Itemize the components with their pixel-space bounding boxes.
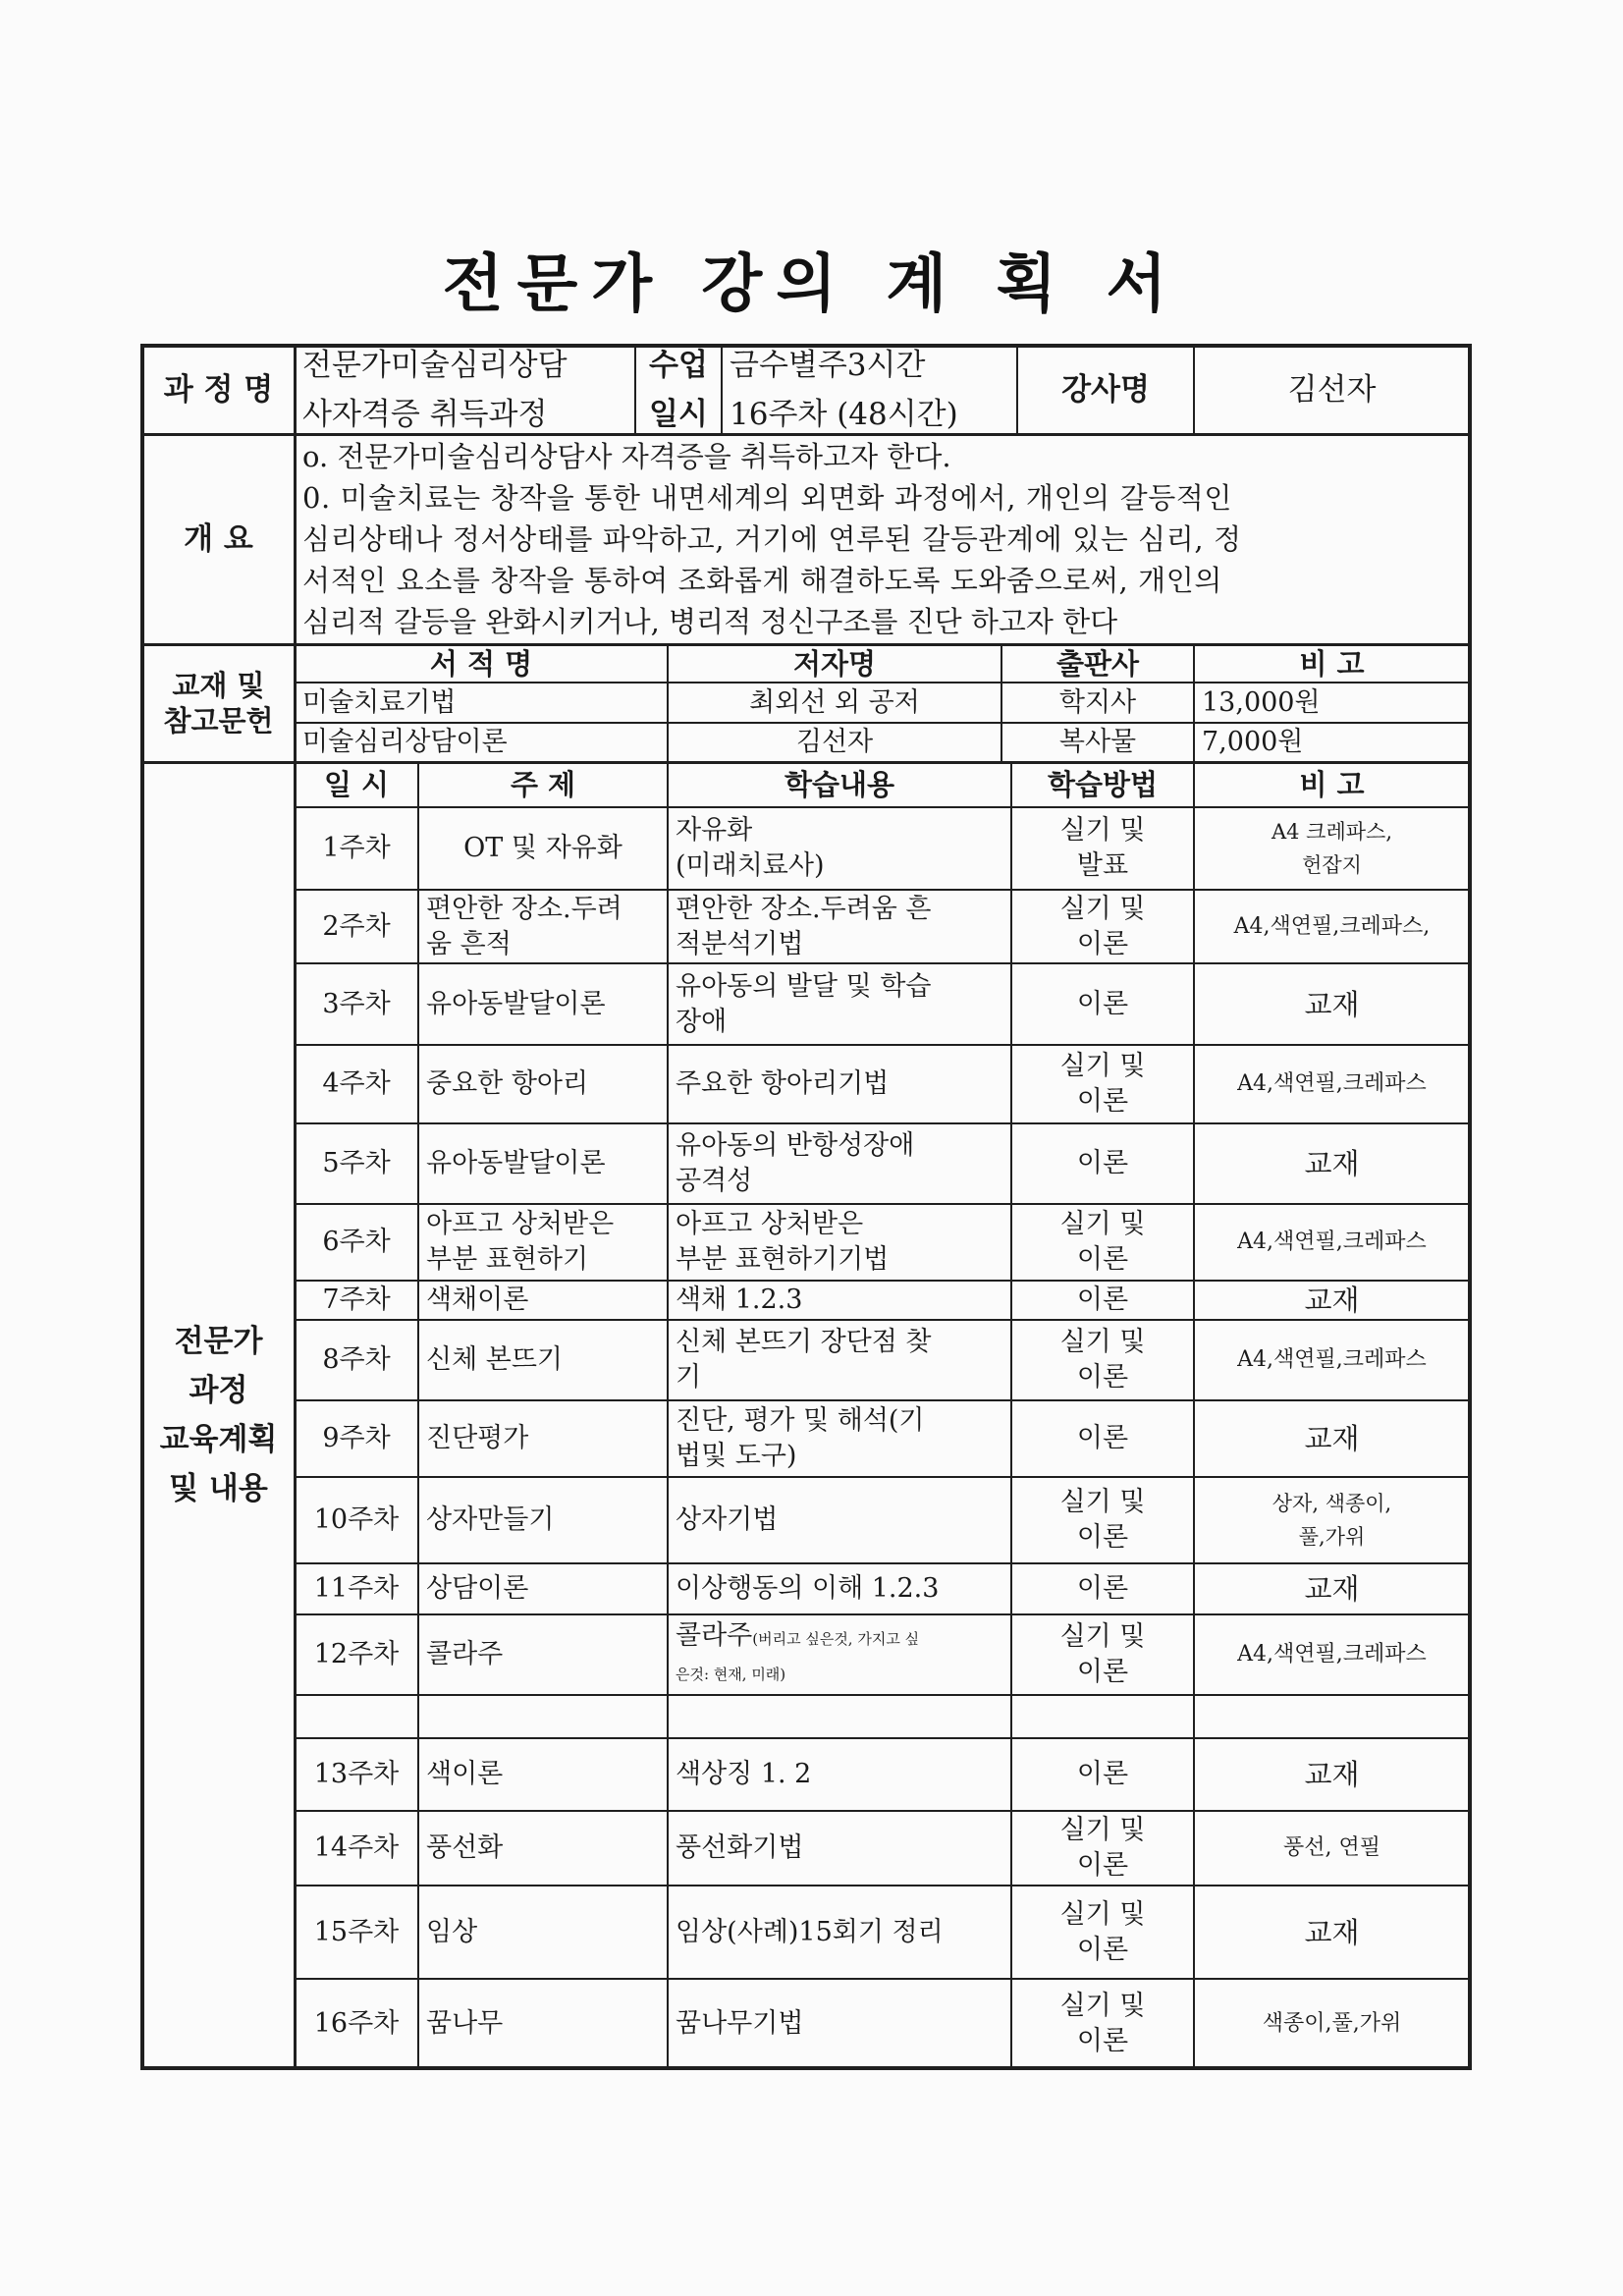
plan-content-line: 색채 1.2.3 [676,1285,803,1315]
textbook-title [295,723,668,762]
plan-week [295,1045,418,1123]
plan-week-line: 1주차 [322,833,391,863]
plan-header-date [295,762,418,807]
plan-method-line: 실기 및 [1059,1815,1146,1845]
plan-method [1011,1979,1194,2068]
plan-header-date-line: 일 시 [323,768,390,801]
textbook-note-line: 7,000원 [1202,727,1304,757]
plan-content-line: 신체 본뜨기 장단점 찾 [676,1327,932,1357]
overview-line: o. 전문가미술심리상담사 자격증을 취득하고자 한다. [302,440,951,473]
plan-note [1194,1614,1470,1695]
plan-note [1194,1886,1470,1979]
plan-method-line: 이론 [1076,1086,1129,1117]
plan-content [668,1614,1011,1695]
plan-method-line: 이론 [1076,1362,1129,1393]
plan-week [295,1563,418,1614]
plan-topic-line: 유아동발달이론 [426,1148,606,1178]
plan-method [1011,1281,1194,1320]
plan-method-line: 실기 및 [1059,1487,1146,1517]
textbook-header-title-line: 서 적 명 [429,646,533,681]
plan-week-line: 9주차 [322,1423,391,1453]
plan-week-line: 3주차 [322,988,391,1019]
plan-topic-line: 편안한 장소.두려 [426,893,622,924]
plan-method-line: 이론 [1076,1244,1129,1275]
plan-topic-line: 색채이론 [426,1285,529,1315]
textbook-header-publisher-line: 출판사 [1055,646,1140,681]
plan-content-line: 이상행동의 이해 1.2.3 [676,1573,940,1604]
plan-method-line: 이론 [1076,1285,1129,1315]
plan-week [295,1477,418,1563]
plan-note-line: 교재 [1304,1915,1360,1949]
plan-content [668,1320,1011,1400]
plan-content [668,1204,1011,1281]
plan-week [295,1400,418,1477]
instructor-label-line: 강사명 [1061,372,1150,408]
plan-note-line: A4,색연필,크레파스 [1237,1230,1427,1254]
plan-header-method [1011,762,1194,807]
plan-note-line: A4,색연필,크레파스 [1237,1347,1427,1372]
plan-content [668,807,1011,890]
plan-method-line: 이론 [1076,1522,1129,1553]
plan-note-line: A4 크레파스, [1271,820,1393,844]
plan-week [295,1979,418,2068]
plan-content-line: 공격성 [676,1166,753,1196]
plan-label-line: 전문가 [174,1324,263,1359]
plan-content-line: 상자기법 [676,1504,779,1535]
plan-week-line: 8주차 [322,1344,391,1375]
plan-note [1194,807,1470,890]
overview-line: 심리상태나 정서상태를 파악하고, 거기에 연루된 갈등관계에 있는 심리, 정 [302,522,1242,556]
plan-content [668,1477,1011,1563]
instructor-label [1017,346,1194,434]
plan-content-line: 법및 도구) [676,1441,797,1471]
plan-content-line: 기 [676,1362,702,1393]
plan-content [668,1400,1011,1477]
plan-topic [418,1281,668,1320]
plan-header-note-line: 비 고 [1299,768,1365,801]
course-name-line: 전문가미술심리상담 [302,348,568,383]
plan-method [1011,963,1194,1045]
plan-header-content [668,762,1011,807]
plan-week [295,1123,418,1204]
plan-content-line: 진단, 평가 및 해석(기 [676,1405,925,1436]
class-time-line: 금수별주3시간 [730,348,926,383]
plan-week-line: 7주차 [322,1285,391,1315]
plan-header-method-line: 학습방법 [1047,768,1159,801]
plan-week [295,1886,418,1979]
plan-method [1011,1320,1194,1400]
plan-topic-line: 상자만들기 [426,1504,555,1535]
textbook-author-line: 김선자 [795,727,874,757]
plan-method [1011,1811,1194,1886]
overview-line: 심리적 갈등을 완화시키거나, 병리적 정신구조를 진단 하고자 한다 [302,605,1118,638]
plan-week-line: 10주차 [313,1504,400,1535]
plan-week [295,1738,418,1811]
textbook-header-note [1194,644,1470,683]
plan-note [1194,1811,1470,1886]
textbook-author [668,683,1001,723]
plan-method-line: 이론 [1076,988,1129,1019]
plan-topic [418,1886,668,1979]
plan-topic [418,1400,668,1477]
plan-method-line: 실기 및 [1059,1327,1146,1357]
plan-note [1194,1477,1470,1563]
plan-content-line: 적분석기법 [676,928,804,959]
plan-note [1194,1045,1470,1123]
plan-content-line: 유아동의 반항성장애 [676,1130,915,1161]
plan-note [1194,1563,1470,1614]
plan-method [1011,1886,1194,1979]
plan-header-content-line: 학습내용 [784,768,895,801]
document-title: 전문가 강의 계 획 서 [442,247,1181,321]
plan-week [295,1320,418,1400]
plan-topic [418,807,668,890]
textbook-publisher [1001,723,1194,762]
plan-method-line: 실기 및 [1059,1898,1146,1930]
plan-topic-line: 중요한 항아리 [426,1068,589,1099]
plan-topic [418,1563,668,1614]
plan-content [668,1563,1011,1614]
textbook-title [295,683,668,723]
plan-content-line: 임상(사례)15회기 정리 [676,1916,944,1947]
course-name [295,346,635,434]
plan-week-line: 2주차 [322,910,391,942]
textbook-author [668,723,1001,762]
plan-content-line: 색상징 1. 2 [676,1759,812,1789]
plan-week-line: 14주차 [313,1832,400,1863]
plan-content [668,1979,1011,2068]
plan-week [295,1281,418,1320]
textbook-header-author [668,644,1001,683]
plan-note-line: A4,색연필,크레파스 [1237,1071,1427,1096]
plan-method-line: 이론 [1076,1850,1129,1881]
plan-note [1194,1204,1470,1281]
textbook-header-title [295,644,668,683]
plan-topic [418,1738,668,1811]
plan-method [1011,890,1194,963]
plan-method [1011,807,1194,890]
plan-header-note [1194,762,1470,807]
plan-content [668,1811,1011,1886]
textbook-header-note-line: 비 고 [1299,646,1365,681]
plan-week [295,890,418,963]
plan-topic [418,1979,668,2068]
plan-week [295,807,418,890]
plan-note-line: 교재 [1304,1572,1360,1606]
plan-method [1011,1614,1194,1695]
plan-note [1194,1400,1470,1477]
plan-topic [418,1811,668,1886]
plan-method-line: 실기 및 [1059,1051,1146,1081]
plan-content-line: 자유화 [676,815,753,846]
plan-topic-line: 부분 표현하기 [426,1244,589,1275]
plan-content-line: 꿈나무기법 [676,2007,804,2039]
plan-method-line: 이론 [1076,1573,1129,1604]
plan-topic [418,1204,668,1281]
plan-week [295,1811,418,1886]
plan-week-line: 6주차 [322,1227,391,1257]
overview-line: 서적인 요소를 창작을 통하여 조화롭게 해결하도록 도와줌으로써, 개인의 [302,564,1222,597]
plan-note [1194,1123,1470,1204]
plan-week-line: 13주차 [313,1759,400,1789]
plan-topic [418,1614,668,1695]
plan-header-topic-line: 주 제 [510,768,576,801]
plan-note [1194,963,1470,1045]
plan-week-line: 11주차 [313,1573,400,1604]
plan-topic-line: 임상 [426,1916,478,1947]
plan-method-line: 실기 및 [1059,1209,1146,1239]
plan-note-line: 풀,가위 [1298,1525,1366,1549]
class-time-line: 16주차 (48시간) [730,397,958,432]
plan-week-line: 15주차 [313,1916,400,1947]
plan-content-line: 풍선화기법 [676,1832,804,1863]
textbook-author-line: 최외선 외 공저 [749,686,920,718]
plan-topic-line: 움 흔적 [426,928,512,959]
plan-method [1011,1123,1194,1204]
plan-topic [418,1123,668,1204]
plan-topic [418,1320,668,1400]
plan-note [1194,1281,1470,1320]
plan-note-line: 교재 [1304,1422,1360,1455]
plan-week-line: 5주차 [322,1148,391,1178]
plan-topic-line: 유아동발달이론 [426,988,606,1019]
plan-topic [418,963,668,1045]
plan-topic [418,890,668,963]
plan-content-line: 주요한 항아리기법 [676,1068,890,1099]
plan-method-line: 실기 및 [1059,815,1146,846]
plan-week [295,963,418,1045]
plan-label [142,762,295,2068]
plan-content-line: 장애 [676,1006,728,1037]
overview-line: 0. 미술치료는 창작을 통한 내면세계의 외면화 과정에서, 개인의 갈등적인 [302,481,1233,515]
plan-content-note: (버리고 싶은것, 가지고 싶 [752,1629,920,1648]
course-name-label [142,346,295,434]
textbook-title-line: 미술치료기법 [302,686,457,718]
plan-method-line: 실기 및 [1059,893,1146,924]
plan-week-line: 4주차 [322,1068,391,1099]
plan-method [1011,1563,1194,1614]
plan-content-line: 콜라주(버리고 싶은것, 가지고 싶 [676,1619,920,1651]
plan-topic-line: 색이론 [426,1759,504,1789]
plan-content-note: 은것: 현재, 미래) [676,1665,786,1683]
plan-method [1011,1738,1194,1811]
plan-method-line: 이론 [1076,2025,1129,2056]
textbook-publisher-line: 복사물 [1058,727,1137,757]
plan-method-line: 발표 [1076,850,1129,881]
plan-content [668,890,1011,963]
plan-note-line: 교재 [1304,987,1360,1021]
textbook-header-publisher [1001,644,1194,683]
textbook-header-author-line: 저자명 [792,646,877,681]
textbooks-label-line: 참고문헌 [163,704,274,738]
overview-text [295,434,1470,644]
plan-method-line: 실기 및 [1059,1621,1146,1652]
instructor-name [1194,346,1470,434]
plan-topic-line: 진단평가 [426,1423,529,1453]
class-time-label-line: 수업 [649,348,708,383]
plan-week [295,1614,418,1695]
plan-content-line: (미래치료사) [676,850,825,881]
plan-content [668,963,1011,1045]
plan-topic-line: 신체 본뜨기 [426,1344,563,1375]
plan-method-line: 실기 및 [1059,1990,1146,2021]
plan-note-line: 색종이,풀,가위 [1262,2010,1402,2036]
plan-content-line: 편안한 장소.두려움 흔 [676,893,932,924]
textbook-publisher-line: 학지사 [1058,686,1137,718]
plan-note-line: A4,색연필,크레파스, [1233,913,1431,939]
plan-week-line: 16주차 [313,2007,400,2039]
plan-content [668,1886,1011,1979]
plan-method-line: 이론 [1076,1423,1129,1453]
plan-header-topic [418,762,668,807]
plan-method-line: 이론 [1076,928,1129,959]
textbooks-label [142,644,295,762]
plan-topic-line: 풍선화 [426,1832,504,1863]
plan-method-line: 이론 [1076,1934,1129,1965]
plan-topic [418,1477,668,1563]
plan-method-line: 이론 [1076,1759,1129,1789]
plan-content-line: 유아동의 발달 및 학습 [676,970,932,1002]
plan-note [1194,1738,1470,1811]
plan-note-line: 교재 [1304,1147,1360,1180]
class-time [722,346,1017,434]
plan-method [1011,1400,1194,1477]
textbook-title-line: 미술심리상담이론 [302,727,508,757]
textbook-note [1194,683,1470,723]
textbooks-label-line: 교재 및 [172,669,265,702]
course-name-line: 사자격증 취득과정 [302,397,548,432]
overview-label-line: 개 요 [184,521,253,557]
class-time-label [635,346,722,434]
plan-note-line: A4,색연필,크레파스 [1237,1642,1427,1667]
plan-label-line: 과정 [189,1373,248,1408]
textbook-publisher [1001,683,1194,723]
plan-method-line: 이론 [1076,1148,1129,1178]
plan-note [1194,1979,1470,2068]
overview-label [142,434,295,644]
plan-note-line: 헌잡지 [1302,853,1362,877]
plan-note [1194,1320,1470,1400]
course-name-label-line: 과 정 명 [163,372,274,408]
plan-note-line: 상자, 색종이, [1271,1492,1392,1515]
plan-topic-line: OT 및 자유화 [463,833,622,863]
plan-content-line: 아프고 상처받은 [676,1209,864,1239]
plan-week [295,1204,418,1281]
plan-method [1011,1204,1194,1281]
plan-content [668,1738,1011,1811]
plan-note-line: 풍선, 연필 [1283,1835,1380,1860]
plan-note-line: 교재 [1304,1758,1360,1791]
plan-topic [418,1045,668,1123]
plan-note-line: 교재 [1304,1284,1360,1317]
plan-content-line: 부분 표현하기기법 [676,1244,890,1275]
plan-content [668,1123,1011,1204]
plan-method [1011,1045,1194,1123]
plan-content [668,1281,1011,1320]
plan-topic-line: 꿈나무 [426,2007,504,2039]
plan-method [1011,1477,1194,1563]
plan-topic-line: 콜라주 [426,1639,504,1669]
plan-week-line: 12주차 [313,1639,400,1669]
plan-label-line: 및 내용 [169,1471,268,1506]
plan-method-line: 이론 [1076,1657,1129,1687]
plan-note [1194,890,1470,963]
plan-content [668,1045,1011,1123]
plan-topic-line: 아프고 상처받은 [426,1209,615,1239]
class-time-label-line: 일시 [649,397,708,432]
instructor-name-line: 김선자 [1287,372,1377,408]
plan-topic-line: 상담이론 [426,1573,529,1604]
textbook-note-line: 13,000원 [1202,686,1321,718]
textbook-note [1194,723,1470,762]
plan-label-line: 교육계획 [159,1422,278,1457]
